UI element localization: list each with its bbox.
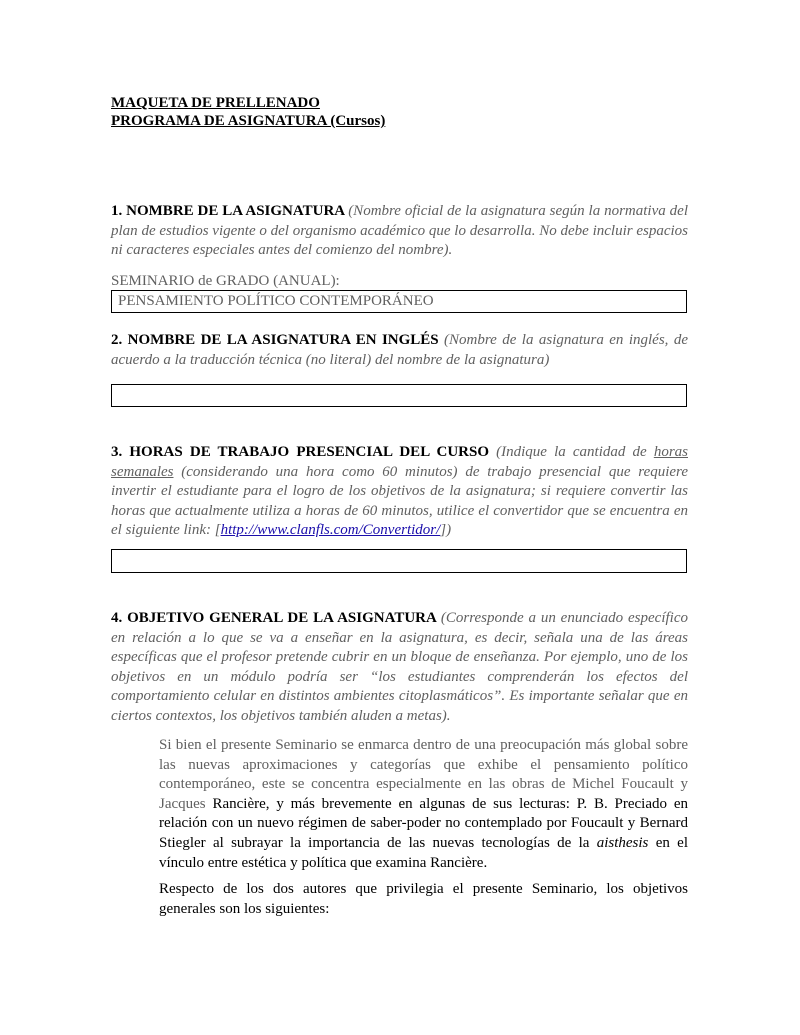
- section-3-heading: [111, 443, 688, 541]
- section-2-heading: [111, 331, 688, 370]
- weekly-hours-field[interactable]: [111, 549, 687, 573]
- section-1-heading: [111, 202, 688, 261]
- para1-italic: aisthesis: [596, 834, 649, 851]
- header-subtitle: PROGRAMA DE ASIGNATURA (Cursos): [111, 113, 386, 129]
- section-3-instr-a: (Indique la cantidad de: [496, 444, 654, 460]
- objective-paragraph-1: [159, 736, 688, 873]
- section-1-instructions: (Nombre oficial de la asignatura según la normativa del plan de estudios vigente o del organismo académico que lo desarrolla. No debe incluir espacios ni caracteres especiales antes del comienzo del nombre).: [111, 203, 688, 259]
- section-4-title: 4. OBJETIVO GENERAL DE LA ASIGNATURA: [111, 610, 441, 626]
- section-3-instr-underlined: horas semanales: [111, 444, 688, 480]
- para1-part-b: Rancière, y más brevemente en algunas de sus lecturas: P. B. Preciado en relación con un nuevo régimen de saber-poder no contemplado por Foucault y Bernard Stiegler al subrayar la importancia de las nuevas tecnologías de la: [159, 795, 688, 851]
- english-name-field[interactable]: [111, 384, 687, 407]
- header-title: MAQUETA DE PRELLENADO: [111, 95, 320, 111]
- objective-paragraph-2: Respecto de los dos autores que privilegia el presente Seminario, los objetivos generales son los siguientes:: [159, 881, 688, 917]
- section-3-instr-c: ]): [440, 522, 452, 539]
- section-1-title: 1. NOMBRE DE LA ASIGNATURA: [111, 203, 349, 219]
- section-4-instructions: (Corresponde a un enunciado específico en relación a lo que se va a enseñar en la asignatura, es decir, señala una de las áreas específicas que el profesor pretende cubrir en un bloque de enseñanza. Por ejemplo, uno de los objetivos en un módulo podría ser “los estudiantes comprenderán los efectos del comportamiento celular en distintos ambientes citoplasmáticos”. Es importante señalar que en ciertos contextos, los objetivos también aluden a metas).: [111, 610, 688, 724]
- section-3-instr-b: (considerando una hora como 60 minutos) de trabajo presencial que requiere invertir el estudiante para el logro de los objetivos de la asignatura; si requiere convertir las horas que actualmente utiliza a horas de 60 minutos, utilice el convertidor que se encuentra en el siguiente link: [: [111, 463, 688, 539]
- section-2-title: 2. NOMBRE DE LA ASIGNATURA EN INGLÉS: [111, 332, 445, 348]
- section-1-label: SEMINARIO de GRADO (ANUAL):: [111, 273, 340, 289]
- para1-part-a: Si bien el presente Seminario se enmarca dentro de una preocupación más global sobre las nuevas aproximaciones y categorías que exhibe el pensamiento político contemporáneo, este se concentra especialmente en las obras de Michel Foucault y Jacques: [159, 737, 688, 812]
- section-3-title: 3. HORAS DE TRABAJO PRESENCIAL DEL CURSO: [111, 444, 497, 460]
- course-name-field[interactable]: PENSAMIENTO POLÍTICO CONTEMPORÁNEO: [111, 290, 687, 313]
- section-4-heading: [111, 609, 688, 727]
- converter-link[interactable]: http://www.clanfls.com/Convertidor/: [220, 522, 441, 539]
- document-header: [111, 94, 385, 130]
- para1-part-c: en el vínculo entre estética y política que examina Rancière.: [159, 834, 688, 871]
- section-2-instructions: (Nombre de la asignatura en inglés, de acuerdo a la traducción técnica (no literal) del nombre de la asignatura): [111, 332, 688, 368]
